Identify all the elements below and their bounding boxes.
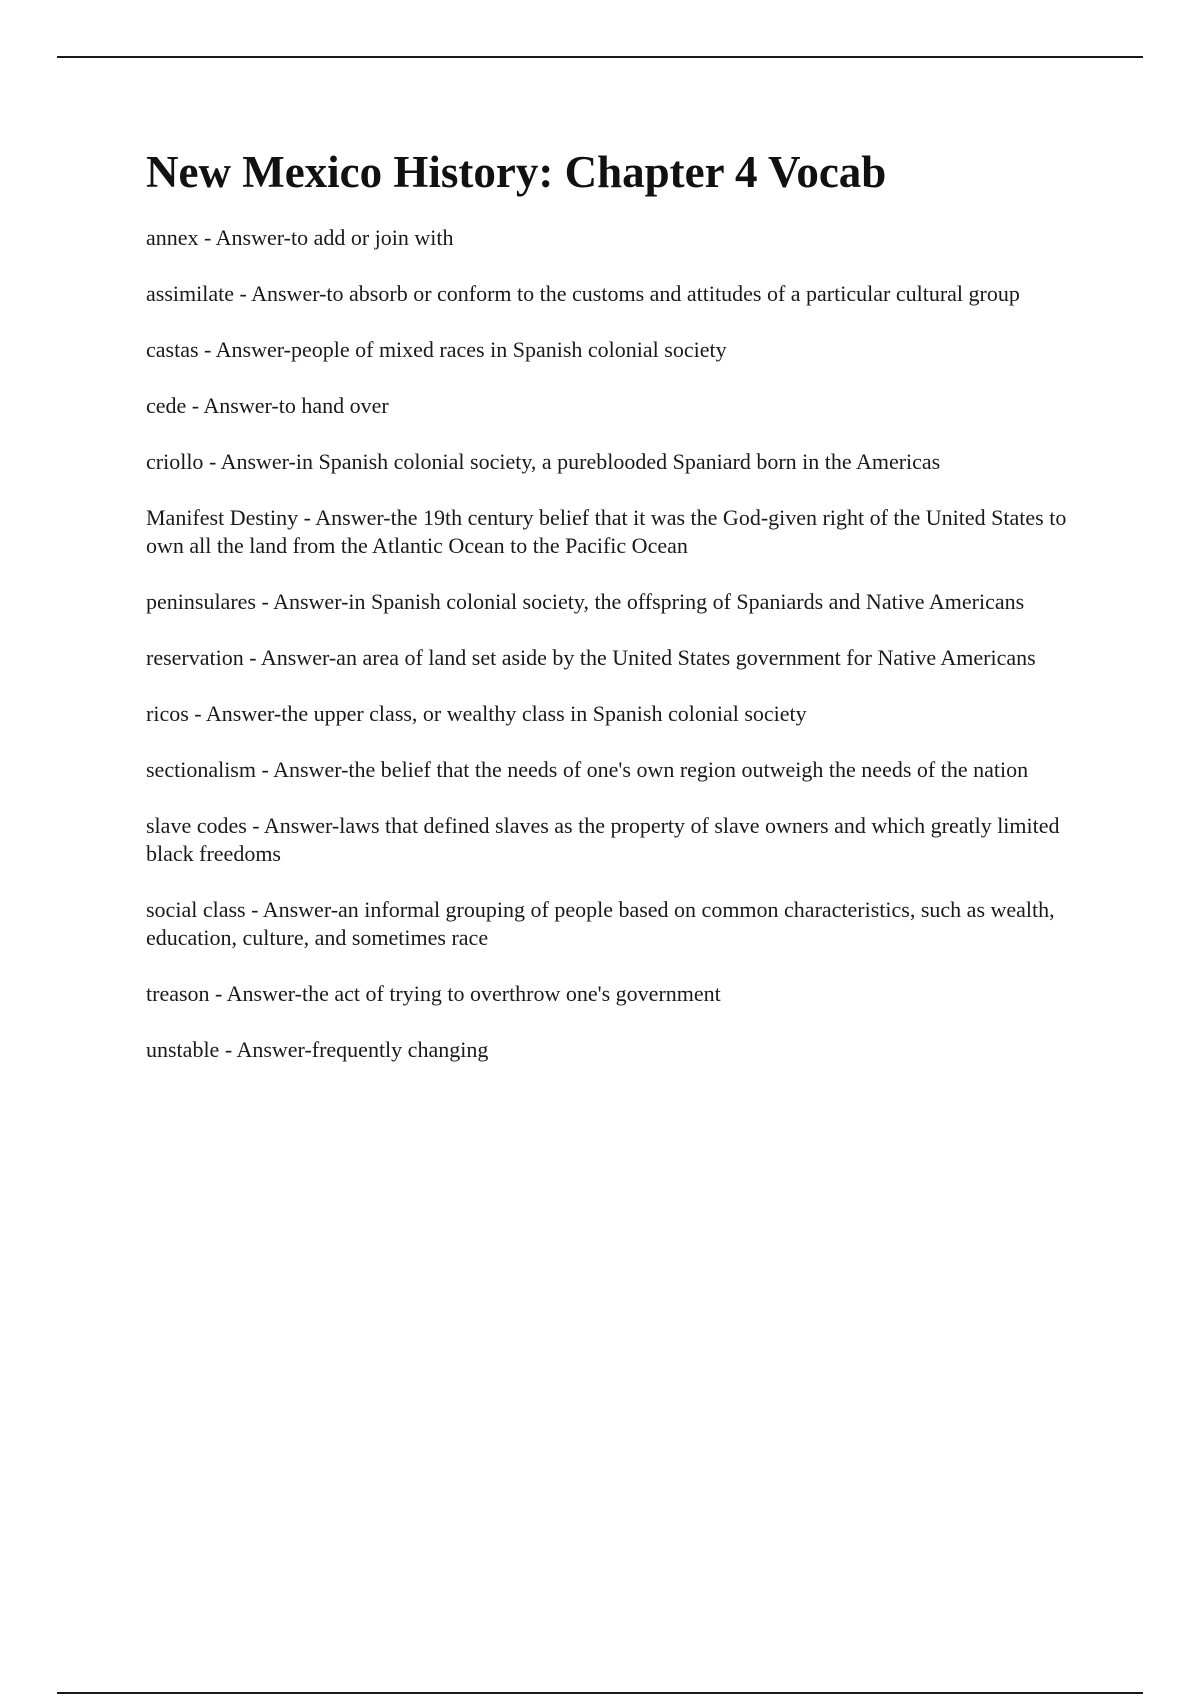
term-separator: [203, 449, 220, 474]
term-separator: [189, 701, 206, 726]
vocab-term: Manifest Destiny: [146, 505, 299, 530]
term-separator: [199, 225, 216, 250]
term-separator: [298, 505, 315, 530]
vocab-entry-slave-codes: [146, 812, 1086, 868]
vocab-term: cede: [146, 393, 187, 418]
term-separator: [199, 337, 216, 362]
document-body: [146, 142, 1086, 1092]
vocab-term: ricos: [146, 701, 189, 726]
vocab-entry-reservation: [146, 644, 1086, 672]
vocab-term: unstable: [146, 1037, 220, 1062]
vocab-entry-castas: [146, 336, 1086, 364]
vocab-definition: Answer-in Spanish colonial society, a pureblooded Spaniard born in the Americas: [220, 449, 941, 474]
vocab-term: social class: [146, 897, 246, 922]
vocab-entry-ricos: [146, 700, 1086, 728]
vocab-entry-peninsulares: [146, 588, 1086, 616]
vocab-entry-cede: [146, 392, 1086, 420]
vocab-definition: Answer-frequently changing: [236, 1037, 489, 1062]
vocab-entry-sectionalism: [146, 756, 1086, 784]
term-separator: [246, 897, 263, 922]
vocab-definition: Answer-to hand over: [203, 393, 389, 418]
term-separator: [219, 1037, 236, 1062]
vocab-term: slave codes: [146, 813, 247, 838]
vocab-definition: Answer-an informal grouping of people based on common characteristics, such as wealth, education, culture, and sometimes race: [146, 897, 1055, 950]
vocab-term: assimilate: [146, 281, 234, 306]
vocab-term: castas: [146, 337, 199, 362]
bottom-divider: [57, 1692, 1143, 1694]
vocab-definition: Answer-to absorb or conform to the customs and attitudes of a particular cultural group: [251, 281, 1020, 306]
vocab-entry-criollo: [146, 448, 1086, 476]
vocab-entry-unstable: [146, 1036, 1086, 1064]
vocab-term: reservation: [146, 645, 244, 670]
vocab-definition: Answer-an area of land set aside by the United States government for Native Americans: [260, 645, 1036, 670]
vocab-definition: Answer-the 19th century belief that it was the God-given right of the United States to own all the land from the Atlantic Ocean to the Pacific Ocean: [146, 505, 1067, 558]
vocab-definition: Answer-the belief that the needs of one's own region outweigh the needs of the nation: [273, 757, 1029, 782]
vocab-definition: Answer-the upper class, or wealthy class in Spanish colonial society: [205, 701, 807, 726]
vocab-entry-manifest-destiny: [146, 504, 1086, 560]
term-separator: [256, 589, 273, 614]
vocab-term: criollo: [146, 449, 204, 474]
vocab-term: treason: [146, 981, 210, 1006]
term-separator: [234, 281, 251, 306]
vocab-entry-treason: [146, 980, 1086, 1008]
vocab-entry-annex: [146, 224, 1086, 252]
term-separator: [247, 813, 264, 838]
term-separator: [186, 393, 203, 418]
vocab-term: peninsulares: [146, 589, 256, 614]
vocab-definition: Answer-laws that defined slaves as the property of slave owners and which greatly limited black freedoms: [146, 813, 1060, 866]
term-separator: [256, 757, 273, 782]
term-separator: [210, 981, 227, 1006]
vocab-list: [146, 224, 1086, 1064]
vocab-term: annex: [146, 225, 199, 250]
term-separator: [244, 645, 261, 670]
vocab-definition: Answer-to add or join with: [215, 225, 454, 250]
top-divider: [57, 56, 1143, 58]
page-title: New Mexico History: Chapter 4 Vocab: [146, 147, 887, 197]
vocab-definition: Answer-the act of trying to overthrow one's government: [226, 981, 721, 1006]
vocab-term: sectionalism: [146, 757, 256, 782]
vocab-entry-social-class: [146, 896, 1086, 952]
vocab-definition: Answer-people of mixed races in Spanish colonial society: [215, 337, 727, 362]
vocab-definition: Answer-in Spanish colonial society, the offspring of Spaniards and Native Americans: [273, 589, 1025, 614]
vocab-entry-assimilate: [146, 280, 1086, 308]
